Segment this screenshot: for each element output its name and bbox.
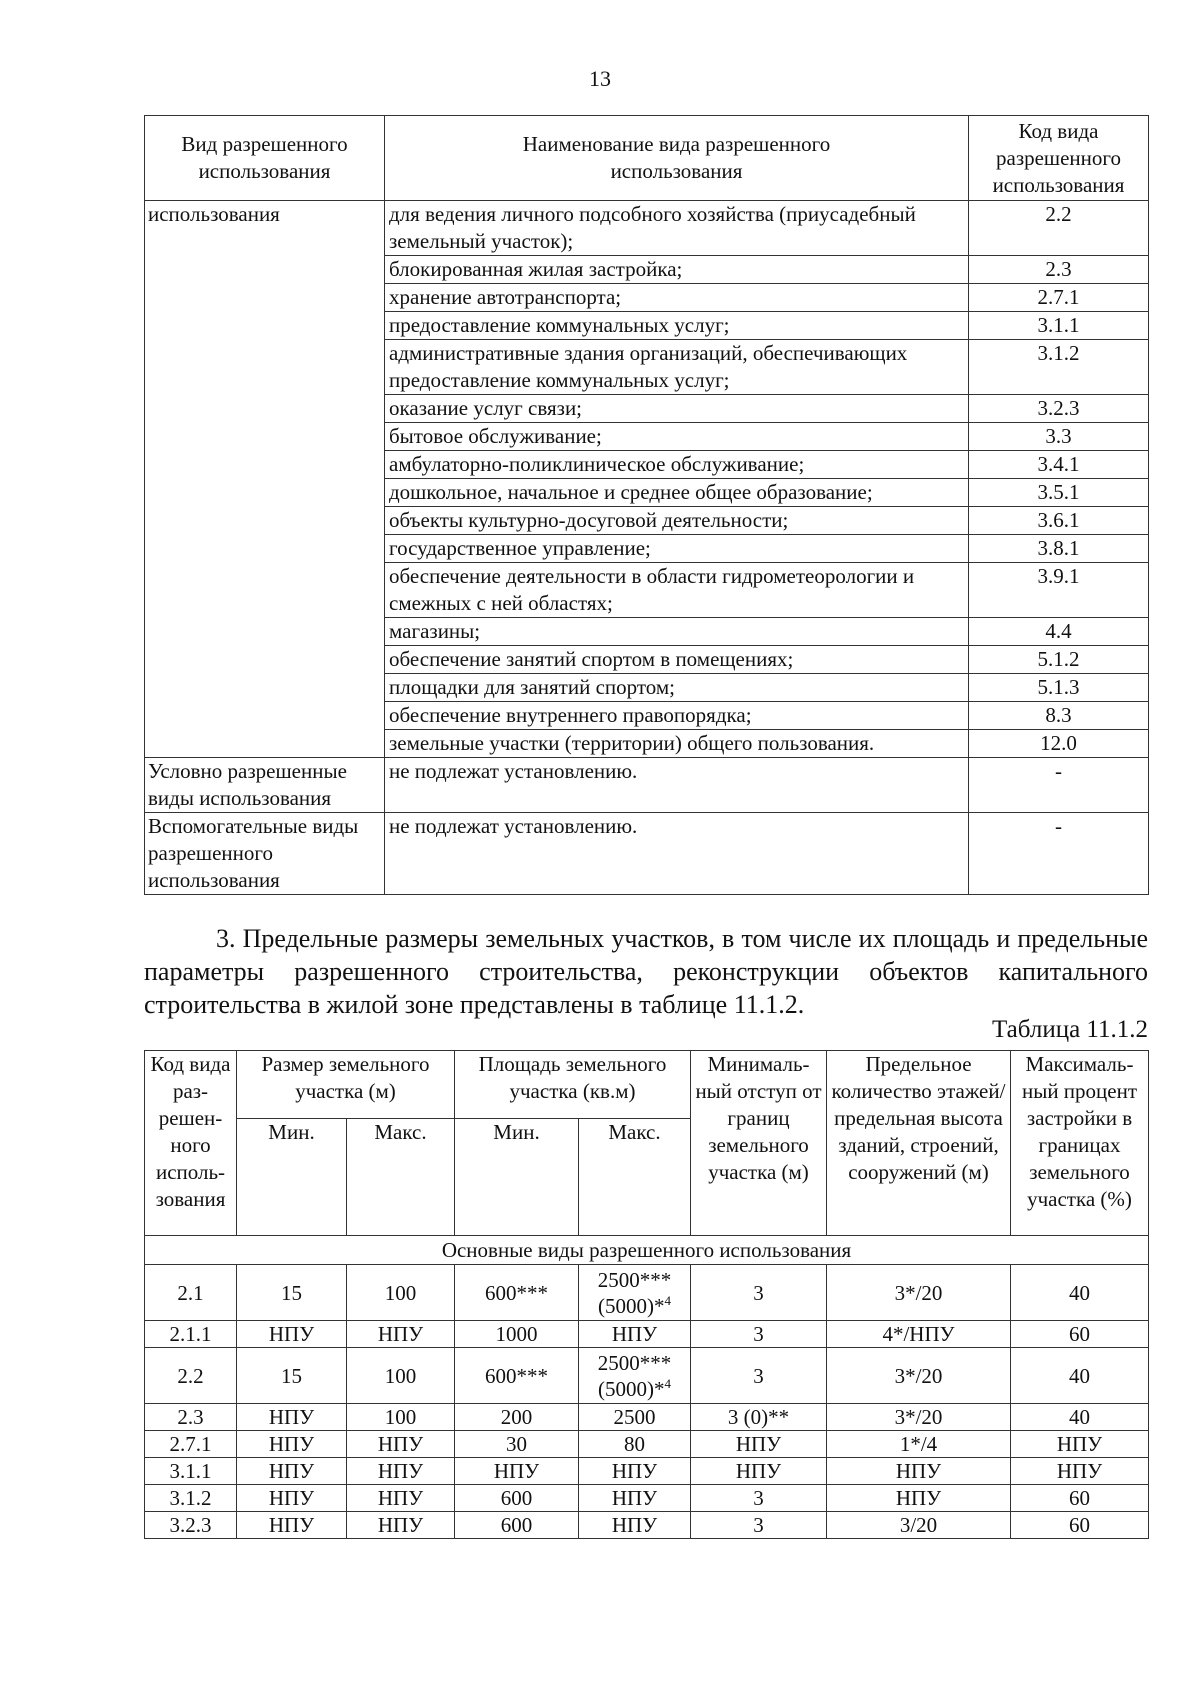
area-max-alt-value: (5000)* — [598, 1376, 665, 1401]
area-max-value: 2500 — [613, 1405, 656, 1429]
use-code: 4.4 — [969, 618, 1149, 646]
footnote-mark: 4 — [664, 1292, 671, 1308]
header-vid: Вид разрешенного использования — [145, 116, 385, 201]
use-name: земельные участки (территории) общего пользования. — [385, 730, 969, 758]
conditional-uses-label: Условно разрешенные виды использования — [145, 758, 385, 813]
auxiliary-uses-name: не подлежат установлению. — [385, 813, 969, 895]
cell-floors: НПУ — [827, 1485, 1011, 1512]
table-caption: Таблица 11.1.2 — [992, 1016, 1148, 1043]
table-row — [145, 1485, 1149, 1512]
conditional-uses-name: не подлежат установлению. — [385, 758, 969, 813]
use-name: предоставление коммунальных услуг; — [385, 312, 969, 340]
header-size-max: Макс. — [347, 1119, 455, 1236]
cell-area-max — [579, 1404, 691, 1431]
header-indent: Минималь-ный отступ от границ земельного участка (м) — [691, 1051, 827, 1236]
cell-floors: 4*/НПУ — [827, 1321, 1011, 1348]
footnote-mark: 4 — [664, 1375, 671, 1391]
area-max-value: НПУ — [611, 1322, 658, 1346]
cell-size-max: НПУ — [347, 1458, 455, 1485]
use-code: 2.2 — [969, 201, 1149, 256]
header-area-max: Макс. — [579, 1119, 691, 1236]
header-size: Размер земельного участка (м) — [237, 1051, 455, 1119]
cell-area-max — [579, 1458, 691, 1485]
use-name: бытовое обслуживание; — [385, 423, 969, 451]
cell-area-max — [579, 1485, 691, 1512]
section-row — [145, 1236, 1149, 1265]
cell-indent: 3 (0)** — [691, 1404, 827, 1431]
header-percent: Максималь-ный процент застройки в границах земельного участка (%) — [1011, 1051, 1149, 1236]
use-name: объекты культурно-досуговой деятельности; — [385, 507, 969, 535]
table-row-conditional — [145, 758, 1149, 813]
cell-area-min: 600*** — [455, 1265, 579, 1321]
use-code: 5.1.2 — [969, 646, 1149, 674]
cell-percent: 60 — [1011, 1321, 1149, 1348]
cell-size-min: НПУ — [237, 1404, 347, 1431]
cell-percent: НПУ — [1011, 1431, 1149, 1458]
cell-area-min: 200 — [455, 1404, 579, 1431]
cell-area-max — [579, 1348, 691, 1404]
cell-indent: НПУ — [691, 1431, 827, 1458]
header-name: Наименование вида разрешенного использования — [385, 116, 969, 201]
cell-indent: 3 — [691, 1512, 827, 1539]
cell-size-max: 100 — [347, 1348, 455, 1404]
cell-code: 3.1.2 — [145, 1485, 237, 1512]
table-row — [145, 201, 1149, 256]
cell-area-max — [579, 1265, 691, 1321]
use-code: 2.3 — [969, 256, 1149, 284]
cell-floors: НПУ — [827, 1458, 1011, 1485]
use-code: 3.3 — [969, 423, 1149, 451]
cell-percent: 40 — [1011, 1404, 1149, 1431]
table-row — [145, 1404, 1149, 1431]
auxiliary-uses-label: Вспомогательные виды разрешенного использования — [145, 813, 385, 895]
conditional-uses-code: - — [969, 758, 1149, 813]
use-name: административные здания организаций, обеспечивающих предоставление коммунальных услуг; — [385, 340, 969, 395]
land-use-table-body — [145, 201, 1149, 895]
cell-area-min: НПУ — [455, 1458, 579, 1485]
cell-size-max: НПУ — [347, 1321, 455, 1348]
use-code: 12.0 — [969, 730, 1149, 758]
use-code: 3.6.1 — [969, 507, 1149, 535]
cell-code: 2.1.1 — [145, 1321, 237, 1348]
use-name: оказание услуг связи; — [385, 395, 969, 423]
cell-size-max: 100 — [347, 1265, 455, 1321]
use-name: амбулаторно-поликлиническое обслуживание; — [385, 451, 969, 479]
header-size-min: Мин. — [237, 1119, 347, 1236]
cell-size-max: НПУ — [347, 1512, 455, 1539]
cell-size-min: 15 — [237, 1348, 347, 1404]
cell-area-min: 600 — [455, 1512, 579, 1539]
cell-area-max — [579, 1321, 691, 1348]
use-name: площадки для занятий спортом; — [385, 674, 969, 702]
table-row — [145, 1265, 1149, 1321]
table-row — [145, 1512, 1149, 1539]
area-max-value: НПУ — [611, 1459, 658, 1483]
cell-area-min: 1000 — [455, 1321, 579, 1348]
cell-indent: 3 — [691, 1321, 827, 1348]
use-name: блокированная жилая застройка; — [385, 256, 969, 284]
cell-floors: 3*/20 — [827, 1265, 1011, 1321]
cell-percent: 40 — [1011, 1265, 1149, 1321]
area-max-alt-value: (5000)* — [598, 1293, 665, 1318]
cell-size-min: НПУ — [237, 1458, 347, 1485]
parameters-table — [144, 1050, 1149, 1539]
header-floors: Предельное количество этажей/ предельная высота зданий, строений, сооружений (м) — [827, 1051, 1011, 1236]
use-code: 3.4.1 — [969, 451, 1149, 479]
cell-code: 2.1 — [145, 1265, 237, 1321]
use-code: 3.1.2 — [969, 340, 1149, 395]
header-code-type: Код вида раз-решен-ного исполь-зования — [145, 1051, 237, 1236]
area-max-value: НПУ — [611, 1513, 658, 1537]
use-name: хранение автотранспорта; — [385, 284, 969, 312]
cell-area-min: 30 — [455, 1431, 579, 1458]
cell-floors: 3*/20 — [827, 1404, 1011, 1431]
use-code: 3.1.1 — [969, 312, 1149, 340]
use-name: магазины; — [385, 618, 969, 646]
cell-size-max: НПУ — [347, 1485, 455, 1512]
use-code: 5.1.3 — [969, 674, 1149, 702]
cell-percent: НПУ — [1011, 1458, 1149, 1485]
auxiliary-uses-code: - — [969, 813, 1149, 895]
cell-floors: 3/20 — [827, 1512, 1011, 1539]
table-row — [145, 1458, 1149, 1485]
cell-indent: 3 — [691, 1485, 827, 1512]
cell-size-min: НПУ — [237, 1485, 347, 1512]
parameters-table-body — [145, 1236, 1149, 1539]
use-code: 2.7.1 — [969, 284, 1149, 312]
cell-size-max: НПУ — [347, 1431, 455, 1458]
cell-code: 2.7.1 — [145, 1431, 237, 1458]
cell-floors: 1*/4 — [827, 1431, 1011, 1458]
header-area: Площадь земельного участка (кв.м) — [455, 1051, 691, 1119]
page-number: 13 — [589, 66, 611, 91]
area-max-value: НПУ — [611, 1486, 658, 1510]
cell-size-min: НПУ — [237, 1512, 347, 1539]
cell-indent: НПУ — [691, 1458, 827, 1485]
use-name: для ведения личного подсобного хозяйства (приусадебный земельный участок); — [385, 201, 969, 256]
use-code: 8.3 — [969, 702, 1149, 730]
use-code: 3.2.3 — [969, 395, 1149, 423]
cell-size-min: НПУ — [237, 1321, 347, 1348]
use-name: обеспечение деятельности в области гидрометеорологии и смежных с ней областях; — [385, 563, 969, 618]
cell-size-min: НПУ — [237, 1431, 347, 1458]
header-area-min: Мин. — [455, 1119, 579, 1236]
cell-area-min: 600*** — [455, 1348, 579, 1404]
use-code: 3.5.1 — [969, 479, 1149, 507]
cell-area-max — [579, 1512, 691, 1539]
table-row — [145, 1431, 1149, 1458]
table-row-auxiliary — [145, 813, 1149, 895]
main-uses-label: использования — [145, 201, 385, 758]
table-row — [145, 1348, 1149, 1404]
cell-code: 3.1.1 — [145, 1458, 237, 1485]
use-name: обеспечение внутреннего правопорядка; — [385, 702, 969, 730]
use-name: дошкольное, начальное и среднее общее образование; — [385, 479, 969, 507]
area-max-value: 2500*** — [597, 1350, 672, 1375]
cell-code: 2.3 — [145, 1404, 237, 1431]
section-title: Основные виды разрешенного использования — [145, 1236, 1149, 1265]
area-max-value: 2500*** — [597, 1267, 672, 1292]
use-name: обеспечение занятий спортом в помещениях; — [385, 646, 969, 674]
cell-area-min: 600 — [455, 1485, 579, 1512]
use-name: государственное управление; — [385, 535, 969, 563]
paragraph-section-3: 3. Предельные размеры земельных участков, в том числе их площадь и предельные параметры разрешенного строительства, реконструкции объектов капитального строительства в жилой зоне представлены в таблице 11.1.2. — [144, 924, 1148, 1019]
cell-percent: 40 — [1011, 1348, 1149, 1404]
cell-indent: 3 — [691, 1265, 827, 1321]
cell-area-max — [579, 1431, 691, 1458]
land-use-table — [144, 115, 1149, 895]
cell-size-min: 15 — [237, 1265, 347, 1321]
table-row — [145, 1321, 1149, 1348]
area-max-value: 80 — [624, 1432, 645, 1456]
cell-code: 2.2 — [145, 1348, 237, 1404]
cell-indent: 3 — [691, 1348, 827, 1404]
cell-code: 3.2.3 — [145, 1512, 237, 1539]
use-code: 3.8.1 — [969, 535, 1149, 563]
cell-size-max: 100 — [347, 1404, 455, 1431]
cell-floors: 3*/20 — [827, 1348, 1011, 1404]
use-code: 3.9.1 — [969, 563, 1149, 618]
cell-percent: 60 — [1011, 1512, 1149, 1539]
cell-percent: 60 — [1011, 1485, 1149, 1512]
header-code: Код вида разрешенного использования — [969, 116, 1149, 201]
